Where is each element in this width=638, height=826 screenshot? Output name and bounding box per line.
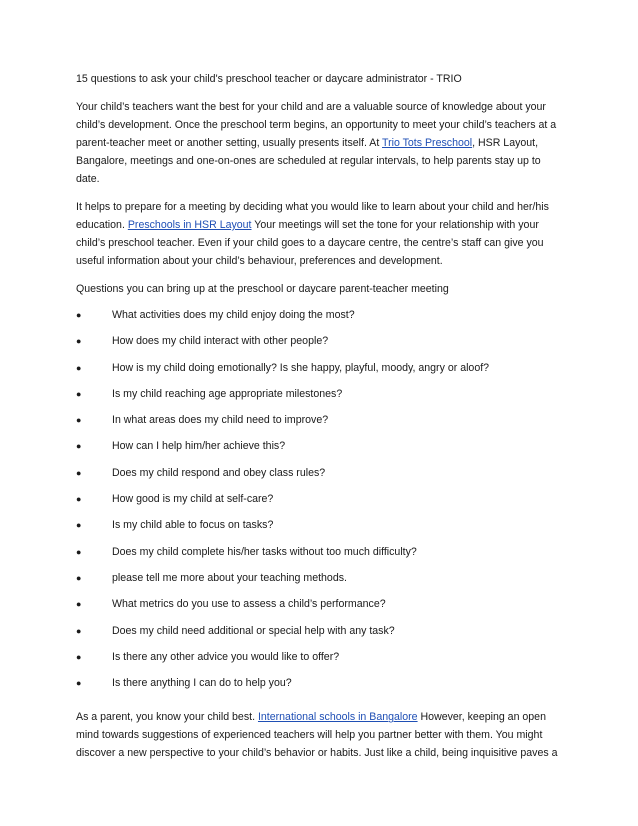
bullet-icon: ● — [76, 388, 82, 399]
question-text: Does my child need additional or special help with any task? — [112, 624, 395, 637]
document-page — [76, 70, 566, 772]
list-item — [76, 648, 566, 674]
questions-intro: Questions you can bring up at the preschool or daycare parent-teacher meeting — [76, 283, 449, 295]
list-item — [76, 306, 566, 332]
closing-paragraph — [76, 708, 566, 762]
intro-paragraph — [76, 98, 566, 188]
closing-text-before: As a parent, you know your child best. — [76, 711, 258, 724]
question-text: Is there any other advice you would like to offer? — [112, 650, 340, 663]
question-text: How does my child interact with other people? — [112, 335, 329, 348]
international-schools-bangalore-link[interactable]: International schools in Bangalore — [257, 711, 418, 724]
list-item — [76, 332, 566, 358]
intro-text-after: , HSR Layout, Bangalore, meetings and one-on-ones are scheduled at regular intervals, to help parents stay up to date. — [76, 137, 541, 185]
question-text: How can I help him/her achieve this? — [112, 440, 286, 453]
bullet-icon: ● — [76, 467, 82, 478]
list-item — [76, 437, 566, 463]
questions-list — [76, 306, 566, 700]
list-item — [76, 543, 566, 569]
question-text: Is my child able to focus on tasks? — [112, 519, 274, 532]
bullet-icon: ● — [76, 336, 82, 347]
bullet-icon: ● — [76, 599, 82, 610]
preschools-hsr-layout-link[interactable]: Preschools in HSR Layout — [127, 219, 252, 231]
question-text: Does my child respond and obey class rules? — [112, 466, 326, 479]
bullet-icon: ● — [76, 362, 82, 373]
prepare-paragraph — [76, 198, 566, 270]
bullet-icon: ● — [76, 441, 82, 452]
list-item — [76, 569, 566, 595]
list-item — [76, 385, 566, 411]
bullet-icon: ● — [76, 625, 82, 636]
list-item — [76, 359, 566, 385]
list-item — [76, 490, 566, 516]
question-text: please tell me more about your teaching methods. — [112, 571, 347, 584]
question-text: What metrics do you use to assess a child’s performance? — [112, 598, 386, 611]
question-text: What activities does my child enjoy doing the most? — [112, 309, 355, 321]
bullet-icon: ● — [76, 546, 82, 557]
bullet-icon: ● — [76, 572, 82, 583]
question-text: In what areas does my child need to improve? — [112, 414, 329, 427]
prepare-text-before: It helps to prepare for a meeting by deciding what you would like to learn about your child and her/his education. — [76, 201, 549, 231]
bullet-icon: ● — [76, 415, 82, 426]
intro-text-before: Your child’s teachers want the best for your child and are a valuable source of knowledge about your child’s development. Once the preschool term begins, an opportunity to meet your child’s teachers at a parent-teacher meet or another setting, usually presents itself. At — [76, 101, 557, 149]
bullet-icon: ● — [76, 678, 82, 689]
question-text: How is my child doing emotionally? Is she happy, playful, moody, angry or aloof? — [112, 361, 490, 374]
bullet-icon: ● — [76, 310, 82, 320]
question-text: Is there anything I can do to help you? — [112, 677, 292, 690]
list-item — [76, 674, 566, 700]
question-text: Is my child reaching age appropriate milestones? — [112, 387, 343, 400]
list-item — [76, 464, 566, 490]
document-title: 15 questions to ask your child's preschool teacher or daycare administrator - TRIO — [76, 73, 462, 85]
bullet-icon: ● — [76, 494, 82, 505]
trio-tots-preschool-link[interactable]: Trio Tots Preschool — [382, 137, 473, 149]
question-text: Does my child complete his/her tasks without too much difficulty? — [112, 545, 417, 558]
bullet-icon: ● — [76, 520, 82, 531]
list-item — [76, 595, 566, 621]
list-item — [76, 411, 566, 437]
prepare-text-after: Your meetings will set the tone for your relationship with your child’s preschool teacher. Even if your child goes to a daycare centre, the centre’s staff can give you useful information about your child’s behaviour, preferences and development. — [76, 219, 544, 267]
question-text: How good is my child at self-care? — [112, 493, 274, 506]
bullet-icon: ● — [76, 651, 82, 662]
closing-text-after: However, keeping an open mind towards suggestions of experienced teachers will help you partner better with them. You might discover a new perspective to your child’s behavior or habits. Just like a child, being inquisitive paves a — [76, 711, 558, 760]
list-item — [76, 622, 566, 648]
list-item — [76, 516, 566, 542]
